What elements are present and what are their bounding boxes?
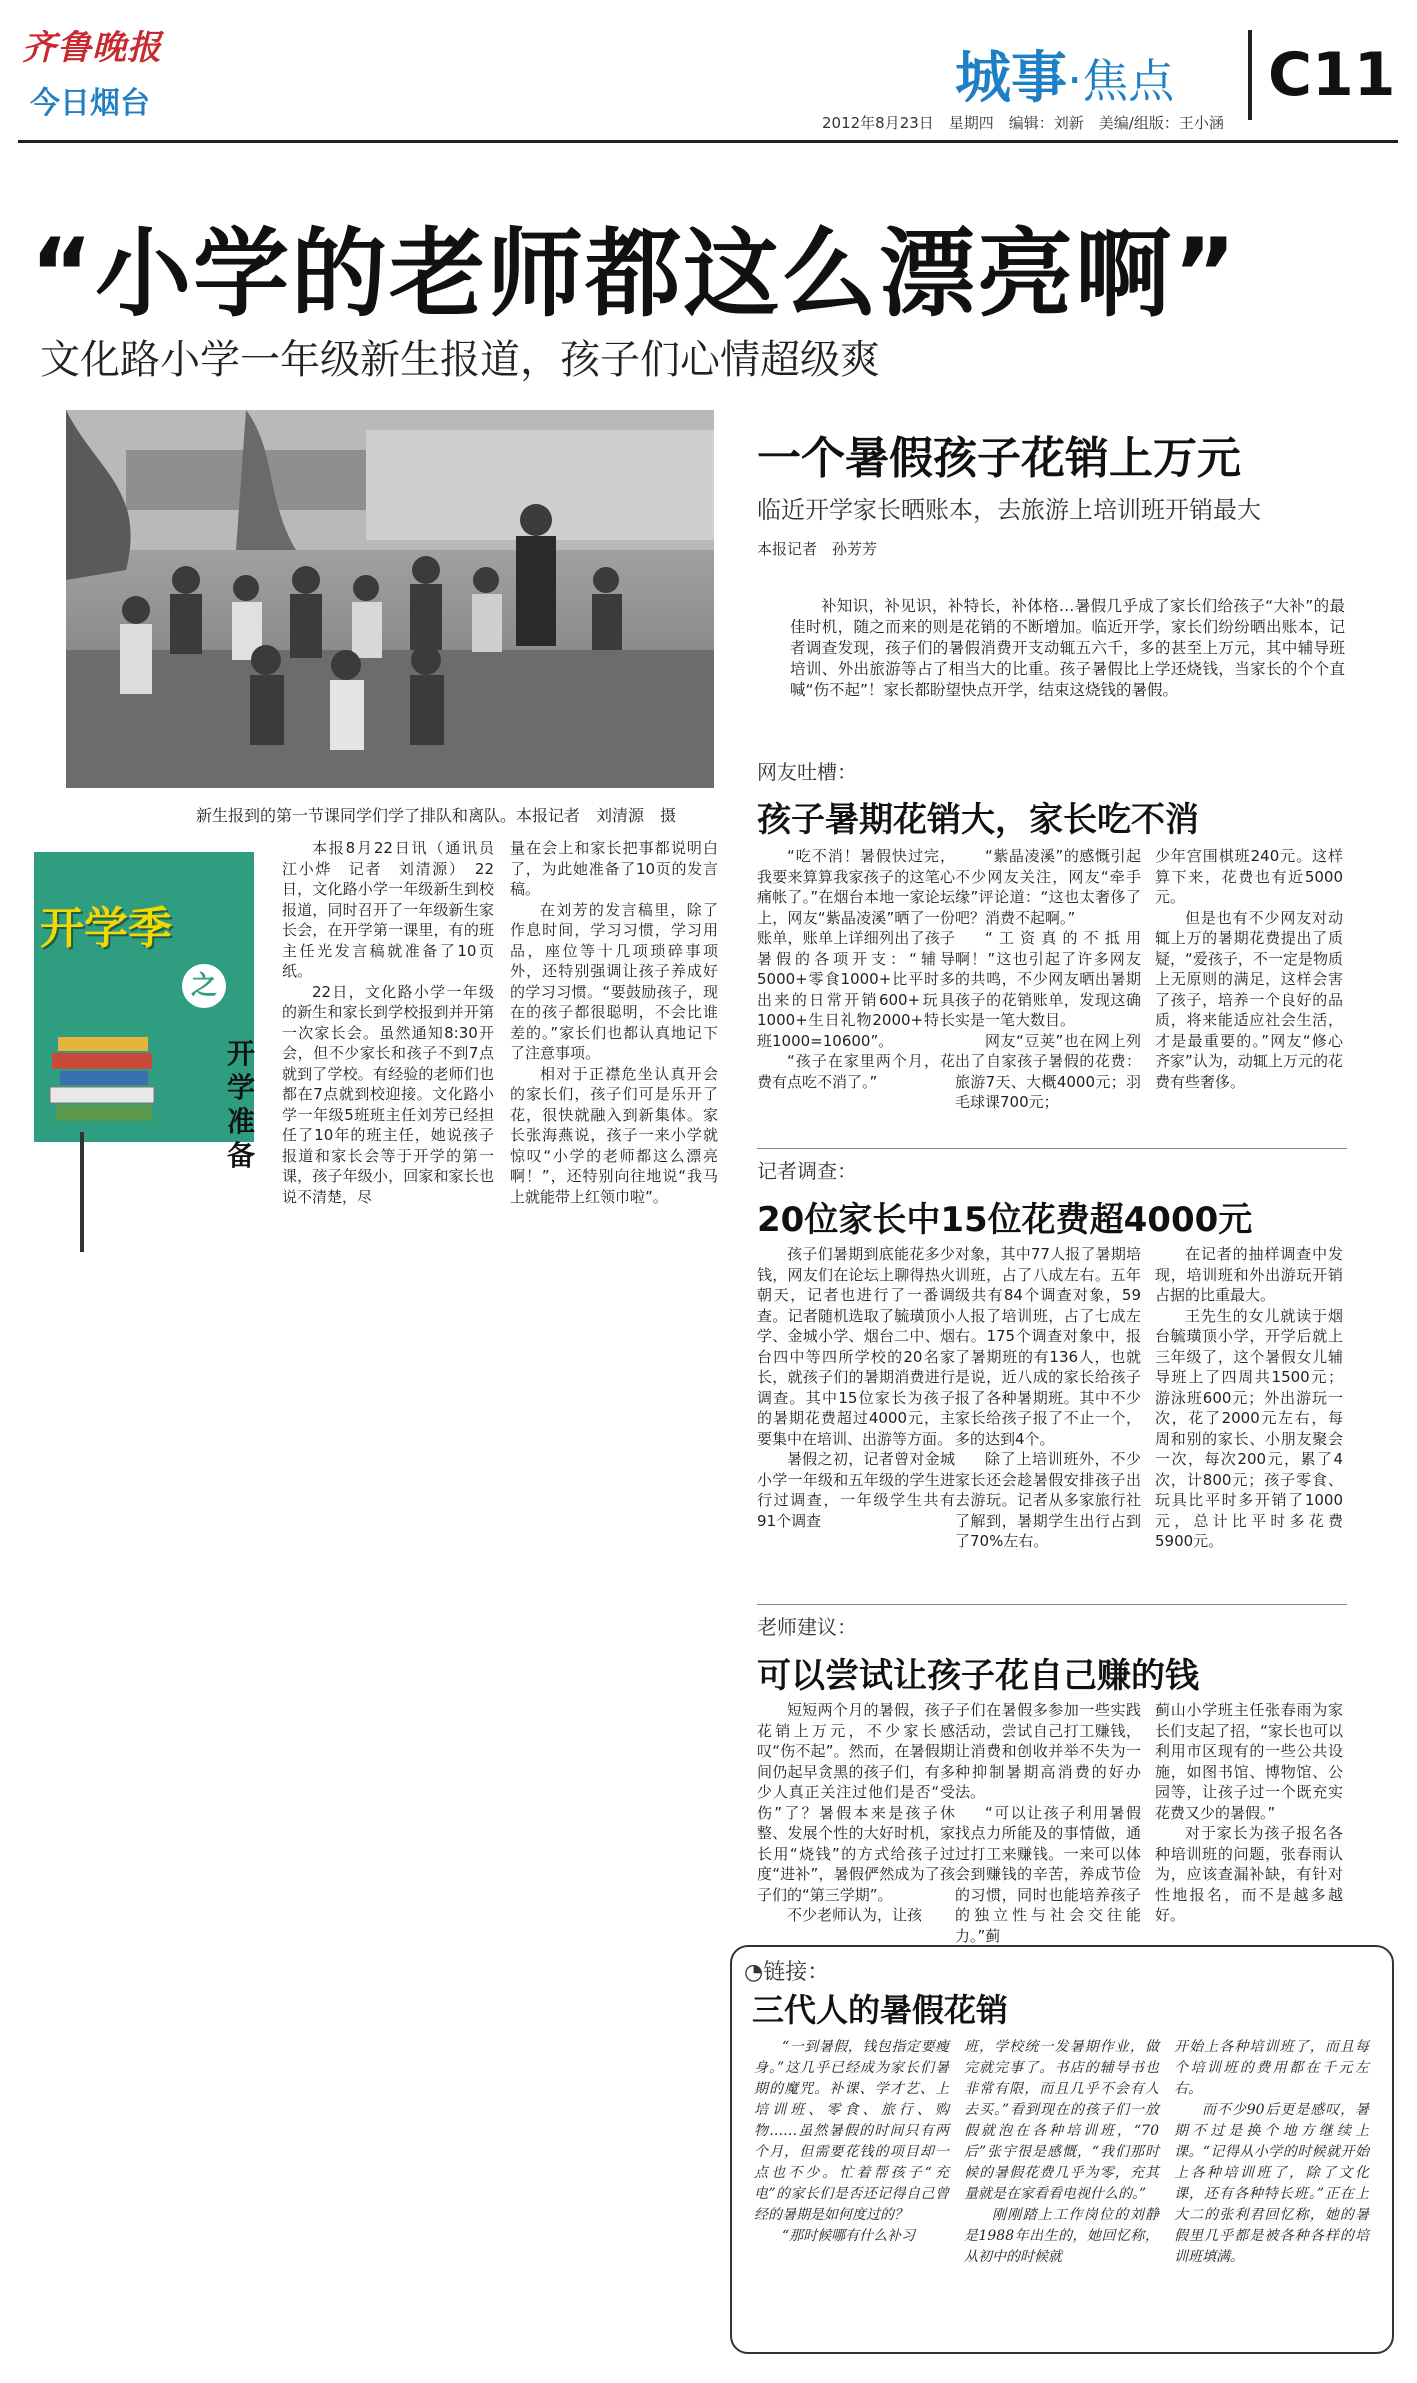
paragraph: 22日，文化路小学一年级的新生和家长到学校报到并开第一次家长会。虽然通知8:30开会，但不少家长和孩子不到7点就到了学校。有经验的老师们也都在7点就到校迎接。文化路小学一年级5班班主任刘芳已经担任了10年的班主任，她说孩子报道和家长会等于开学的第一课，孩子年级小，回家和家长也说不清楚，尽 xyxy=(282,982,494,1206)
lead-subheadline: 文化路小学一年级新生报道，孩子们心情超级爽 xyxy=(40,337,880,383)
netizen-col2 xyxy=(955,846,1141,1113)
lead-body-col2 xyxy=(510,838,718,1207)
photo-caption: 新生报到的第一节课同学们学了排队和离队。本报记者 刘清源 摄 xyxy=(196,806,677,825)
edition-name: 今日烟台 xyxy=(30,86,150,121)
teacher-tag: 老师建议： xyxy=(757,1615,857,1639)
divider xyxy=(757,1604,1347,1605)
paragraph: 量在会上和家长把事都说明白了，为此她准备了10页的发言稿。 xyxy=(510,839,718,898)
paragraph: “一到暑假，钱包指定要瘦身。”这几乎已经成为家长们暑期的魔咒。补课、学才艺、上培训班、零食、旅行、购物……虽然暑假的时间只有两个月，但需要花钱的项目却一点也不少。忙着帮孩子“充电”的家长们是否还记得自己曾经的暑期是如何度过的？ xyxy=(754,2039,949,2223)
paragraph: 对于家长为孩子报名各种培训班的问题，张春雨认为，应该查漏补缺，有针对性地报名，而不是越多越好。 xyxy=(1155,1824,1343,1924)
teacher-col2 xyxy=(955,1700,1141,1946)
netizen-col1 xyxy=(757,846,955,1092)
paragraph: 蓟山小学班主任张春雨为家长们支起了招，“家长也可以利用市区现有的一些公共设施，如图书馆、博物馆、公园等，让孩子过一个既充实花费又少的暑假。” xyxy=(1155,1701,1343,1822)
paragraph: 短短两个月的暑假，孩子花销上万元，不少家长感叹“伤不起”。然而，在暑假期间仍起早贪黑的孩子们，有多少人真正关注过他们是否“受伤”了？暑假本来是孩子休整、发展个性的大好时机，家长用“烧钱”的方式给孩子过度“进补”，暑假俨然成为了孩子们的“第三学期”。 xyxy=(757,1701,955,1904)
sidebar-col2 xyxy=(964,2037,1159,2268)
netizen-col3 xyxy=(1155,846,1343,1092)
masthead-rule xyxy=(18,140,1398,143)
sidebar-label xyxy=(744,1955,829,1986)
netizen-headline: 孩子暑期花销大，家长吃不消 xyxy=(757,800,1199,840)
survey-headline: 20位家长中15位花费超4000元 xyxy=(757,1200,1253,1240)
divider xyxy=(757,1148,1347,1149)
logo-zhi-badge: 之 xyxy=(182,964,226,1008)
paragraph: 但是也有不少网友对动辄上万的暑期花费提出了质疑，“爱孩子，不一定是物质上无原则的满足，这样会害了孩子，培养一个良好的品质，将来能适应社会生活，才是最重要的。”网友“修心齐家”认为，动辄上万元的花费有些奢侈。 xyxy=(1155,908,1343,1091)
paragraph: “紫晶凌溪”的感慨引起不少网友关注，网友“牵手缘”评论道：“这也太奢侈了吧？消费不起啊。” xyxy=(955,847,1141,927)
page-number: C11 xyxy=(1268,40,1396,110)
paragraph: 子们在暑假多参加一些实践活动，尝试自己打工赚钱，让消费和创收并举不失为一种抑制暑期高消费的好办法。 xyxy=(955,1701,1141,1801)
paragraph: 不少老师认为，让孩 xyxy=(787,1906,923,1924)
summer-intro xyxy=(790,596,1345,701)
date-editor-line: 2012年8月23日 星期四 编辑：刘新 美编/组版：王小涵 xyxy=(822,114,1224,132)
newspaper-logo: 齐鲁晚报 xyxy=(22,28,162,68)
paragraph: “那时候哪有什么补习 xyxy=(782,2228,916,2244)
sidebar-col3 xyxy=(1174,2037,1369,2268)
survey-tag: 记者调查： xyxy=(757,1159,857,1183)
kaixueji-logo xyxy=(22,852,260,1252)
paragraph: “孩子在家里两个月，花费有点吃不消了。” xyxy=(757,1052,955,1091)
paragraph: “吃不消！暑假快过完，我要来算算我家孩子的这笔心痛帐了。”在烟台本地一家论坛上，网友“紫晶凌溪”晒了一份账单，账单上详细列出了孩子暑假的各项开支：“辅导5000+零食1000+比平时多出来的日常开销600+玩具1000+生日礼物2000+特长班1000=10600”。 xyxy=(757,847,955,1050)
netizen-tag: 网友吐槽： xyxy=(757,760,857,784)
sidebar-label-text: 链接： xyxy=(763,1960,830,1985)
sidebar-col1 xyxy=(754,2037,949,2247)
survey-col3 xyxy=(1155,1244,1343,1552)
section-main: 城事 xyxy=(955,46,1067,111)
summer-byline: 本报记者 孙芳芳 xyxy=(757,540,878,558)
logo-pole xyxy=(80,1132,84,1252)
paragraph: 开始上各种培训班了，而且每个培训班的费用都在千元左右。 xyxy=(1174,2039,1369,2097)
section-title xyxy=(955,34,1174,114)
paragraph: 对象，其中77人报了暑期培训班，占了八成左右。五年级共有84个调查对象，59人报了培训班，占了七成左右。175个调查对象中，报了暑期班的有136人，也就是说，近八成的家长给孩子报了各种暑期班。其中不少家长给孩子报了不止一个，多的达到4个。 xyxy=(955,1245,1141,1448)
paragraph: 网友“豆荚”也在网上列出了自家孩子暑假的花费：旅游7天、大概4000元；羽毛球课700元； xyxy=(955,1031,1141,1111)
lead-headline: “小学的老师都这么漂亮啊” xyxy=(30,218,1239,330)
link-icon: ◔ xyxy=(744,1960,764,1985)
paragraph: 在记者的抽样调查中发现，培训班和外出游玩开销占据的比重最大。 xyxy=(1155,1245,1343,1304)
lead-body-col1 xyxy=(282,838,510,1207)
survey-col1 xyxy=(757,1244,955,1531)
lead-photo xyxy=(66,410,714,788)
paragraph: 班，学校统一发暑期作业，做完就完事了。书店的辅导书也非常有限，而且几乎不会有人去买。”看到现在的孩子们一放假就泡在各种培训班，“70后”张宇很是感慨，“我们那时候的暑假花费几乎为零，充其量就是在家看看电视什么的。” xyxy=(964,2039,1159,2202)
section-dot: · xyxy=(1067,53,1083,109)
summer-headline: 一个暑假孩子花销上万元 xyxy=(757,433,1241,484)
paragraph: 在刘芳的发言稿里，除了作息时间，学习习惯，学习用品，座位等十几项琐碎事项外，还特别强调让孩子养成好的学习习惯。“要鼓励孩子，现在的孩子都很聪明，不会比谁差的。”家长们也都认真地记下了注意事项。 xyxy=(510,900,718,1062)
paragraph: 而不少90后更是感叹，暑期不过是换个地方继续上课。“记得从小学的时候就开始上各种培训班了，除了文化课，还有各种特长班。”正在上大二的张利君回忆称，她的暑假里几乎都是被各种各样的培训班填满。 xyxy=(1174,2102,1369,2265)
paragraph: “可以让孩子利用暑假找点力所能及的事情做，通过打工来赚钱。一来可以体会到赚钱的辛苦，养成节俭的习惯，同时也能培养孩子的独立性与社会交往能力。”蓟 xyxy=(955,1803,1141,1945)
books-icon xyxy=(48,1017,168,1137)
teacher-col3 xyxy=(1155,1700,1343,1926)
paragraph: 刚刚踏上工作岗位的刘静是1988年出生的，她回忆称，从初中的时候就 xyxy=(964,2207,1159,2265)
paragraph: 除了上培训班外，不少家长还会趁暑假安排孩子出去游玩。记者从多家旅行社了解到，暑期学生出行占到了70%左右。 xyxy=(955,1450,1141,1550)
logo-side-text: 开学准备 xyxy=(227,1037,256,1172)
summer-deck: 临近开学家长晒账本，去旅游上培训班开销最大 xyxy=(757,496,1261,524)
masthead-divider xyxy=(1248,30,1252,120)
paragraph: 相对于正襟危坐认真开会的家长们，孩子们可是乐开了花，很快就融入到新集体。家长张海燕说，孩子一来小学就惊叹“小学的老师都这么漂亮啊！”，还特别向往地说“我马上就能带上红领巾啦”。 xyxy=(510,1064,718,1206)
paragraph: 暑假之初，记者曾对金城小学一年级和五年级的学生进行过调查，一年级学生共有91个调查 xyxy=(757,1450,955,1530)
paragraph: 王先生的女儿就读于烟台毓璜顶小学，开学后就上三年级了，这个暑假女儿辅导班上了四周共1500元；游泳班600元；外出游玩一次，花了2000元左右，每周和别的家长、小朋友聚会一次，每次200元，累了4次，计800元；孩子零食、玩具比平时多开销了1000元，总计比平时多花费5900元。 xyxy=(1155,1306,1343,1550)
paragraph: 少年宫围棋班240元。这样算下来，花费也有近5000元。 xyxy=(1155,847,1343,906)
paragraph: 本报8月22日讯（通讯员 江小烨 记者 刘清源） 22日，文化路小学一年级新生到校报道，同时召开了一年级新生家长会，在开学第一课里，有的班主任光发言稿就准备了10页纸。 xyxy=(282,839,510,980)
section-sub: 焦点 xyxy=(1082,54,1175,108)
teacher-headline: 可以尝试让孩子花自己赚的钱 xyxy=(757,1656,1199,1696)
lead-photo-illustration xyxy=(66,410,714,788)
sidebar-title: 三代人的暑假花销 xyxy=(752,1991,1009,2029)
paragraph: 孩子们暑期到底能花多少钱，网友们在论坛上聊得热火朝天，记者也进行了一番调查。记者随机选取了毓璜顶小学、金城小学、烟台二中、烟台四中等四所学校的20名家长，就孩子们的暑期消费进行调查。其中15位家长为孩子的暑期花费超过4000元，主要集中在培训、出游等方面。 xyxy=(757,1245,955,1448)
paragraph: “工资真的不抵用啊！”这也引起了许多网友的共鸣，不少网友晒出暑期孩子的花销账单，发现这确实是一笔大数目。 xyxy=(955,929,1141,1029)
survey-col2 xyxy=(955,1244,1141,1552)
paragraph: 补知识，补见识，补特长，补体格…暑假几乎成了家长们给孩子“大补”的最佳时机，随之而来的则是花销的不断增加。临近开学，家长们纷纷晒出账本，记者调查发现，孩子们的暑假消费开支动辄五六千，多的甚至上万元，其中辅导班培训、外出旅游等占了相当大的比重。孩子暑假比上学还烧钱，当家长的个个直喊“伤不起”！家长都盼望快点开学，结束这烧钱的暑假。 xyxy=(790,597,1345,699)
logo-title: 开学季 xyxy=(40,903,172,954)
teacher-col1 xyxy=(757,1700,955,1926)
sidebar-box xyxy=(730,1945,1394,2354)
